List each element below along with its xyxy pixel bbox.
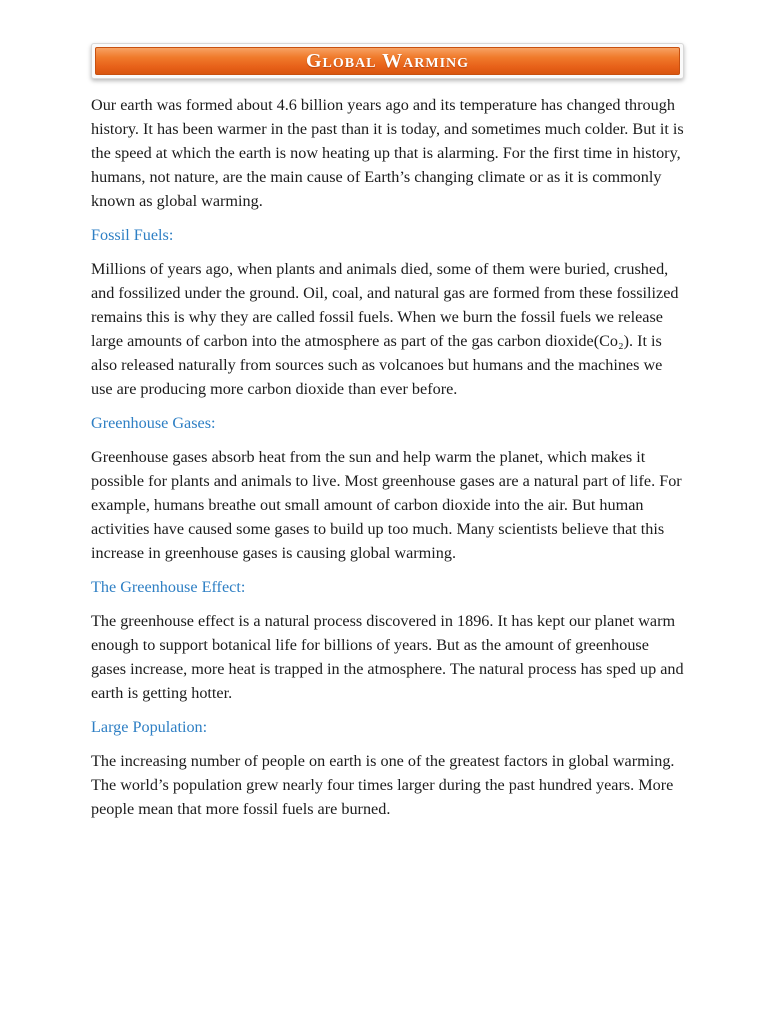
section-heading-large-population: Large Population: (91, 718, 208, 736)
section-heading-greenhouse-effect: The Greenhouse Effect: (91, 578, 246, 596)
section-body-greenhouse-effect: The greenhouse effect is a natural process discovered in 1896. It has kept our planet warm enough to support botanical life for billions of years. But as the amount of greenhouse gases increase, more heat is trapped in the atmosphere. The natural process has sped up and earth is getting hotter. (91, 612, 684, 702)
section-body-greenhouse-gases: Greenhouse gases absorb heat from the sun and help warm the planet, which makes it possible for plants and animals to live. Most greenhouse gases are a natural part of life. For example, humans breathe out small amount of carbon dioxide into the air. But human activities have caused some gases to build up too much. Many scientists believe that this increase in greenhouse gases is causing global warming. (91, 448, 682, 562)
page-title: Global Warming (305, 49, 470, 72)
section-heading-greenhouse-gases: Greenhouse Gases: (91, 414, 216, 432)
document-body (91, 93, 687, 821)
section-body-large-population: The increasing number of people on earth is one of the greatest factors in global warming. The world’s population grew nearly four times larger during the past hundred years. More people mean that more fossil fuels are burned. (91, 752, 675, 818)
title-bar (95, 47, 680, 75)
section-body-fossil-fuels: Millions of years ago, when plants and animals died, some of them were buried, crushed, and fossilized under the ground. Oil, coal, and natural gas are formed from these fossilized remains this is why they are called fossil fuels. When we burn the fossil fuels we release large amounts of carbon into the atmosphere as part of the gas carbon dioxide(Co₂). It is also released naturally from sources such as volcanoes but humans and the machines we use are producing more carbon dioxide than ever before. (91, 260, 679, 398)
title-banner (91, 43, 684, 79)
intro-paragraph: Our earth was formed about 4.6 billion years ago and its temperature has changed through history. It has been warmer in the past than it is today, and sometimes much colder. But it is the speed at which the earth is now heating up that is alarming. For the first time in history, humans, not nature, are the main cause of Earth’s changing climate or as it is commonly known as global warming. (91, 96, 684, 210)
section-heading-fossil-fuels: Fossil Fuels: (91, 226, 174, 244)
